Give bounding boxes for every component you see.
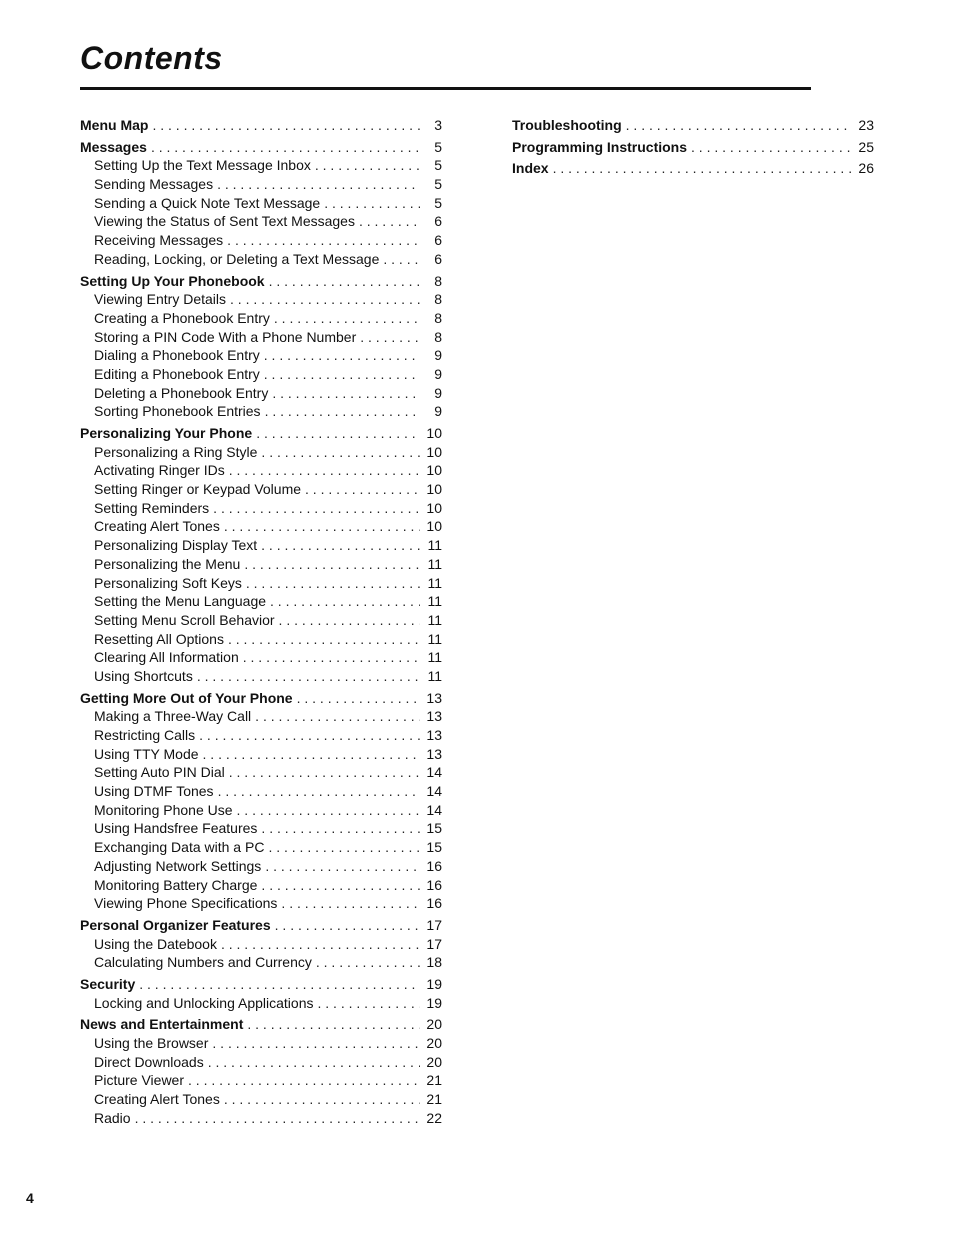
dot-leader [261,876,420,895]
toc-entry-page: 11 [427,537,442,554]
toc-entry-label: Using Shortcuts [94,667,193,684]
toc-entry-label: Personalizing a Ring Style [94,443,258,460]
dot-leader [199,726,420,745]
toc-entry[interactable] [80,1053,442,1072]
dot-leader [255,707,420,726]
toc-entry[interactable] [80,838,442,857]
toc-entry[interactable] [80,667,442,686]
toc-entry-page: 15 [426,839,442,856]
toc-entry-page: 16 [426,895,442,912]
page-title: Contents [80,40,223,76]
dot-leader [264,365,420,384]
dot-leader [279,611,420,630]
toc-entry[interactable] [80,707,442,726]
dot-leader [230,290,420,309]
dot-leader [208,1053,420,1072]
toc-section-heading[interactable] [80,689,442,708]
toc-entry[interactable] [80,250,442,269]
dot-leader [213,499,420,518]
toc-entry[interactable] [80,555,442,574]
dot-leader [228,630,420,649]
toc-entry[interactable] [80,402,442,421]
toc-entry-label: Setting Up Your Phonebook [80,272,265,289]
toc-entry-page: 9 [434,365,442,382]
toc-section-heading[interactable] [80,272,442,291]
toc-entry-label: Direct Downloads [94,1053,204,1070]
toc-entry-label: Restricting Calls [94,727,196,743]
dot-leader [553,159,852,178]
toc-entry-label: Receiving Messages [94,232,224,249]
toc-section-heading[interactable] [512,116,874,135]
toc-section [80,975,442,1012]
toc-entry-page: 5 [434,157,442,174]
toc-entry[interactable] [80,1109,442,1128]
toc-entry[interactable] [80,894,442,913]
dot-leader [217,175,420,194]
dot-leader [281,894,420,913]
toc-entry-label: Setting Auto PIN Dial [94,764,225,781]
toc-entry-label: News and Entertainment [80,1016,244,1033]
toc-entry[interactable] [80,782,442,801]
dot-leader [626,116,852,135]
toc-entry[interactable] [80,726,442,745]
toc-entry-page: 11 [427,649,442,666]
dot-leader [305,480,420,499]
toc-entry[interactable] [80,480,442,499]
dot-leader [265,857,420,876]
dot-leader [229,763,420,782]
toc-entry-page: 21 [426,1072,442,1089]
toc-section [80,1015,442,1127]
toc-entry-page: 8 [434,272,442,289]
toc-entry-page: 10 [426,425,442,441]
toc-entry[interactable] [80,857,442,876]
toc-section [512,116,874,135]
dot-leader [227,231,420,250]
toc-entry[interactable] [80,231,442,250]
toc-entry-label: Creating Alert Tones [94,518,220,535]
toc-entry-label: Viewing Phone Specifications [94,895,278,912]
dot-leader [272,384,420,403]
dot-leader [246,574,420,593]
dot-leader [268,838,420,857]
toc-entry-page: 18 [426,954,442,971]
toc-section-heading[interactable] [80,116,442,135]
toc-entry-label: Security [80,975,136,992]
toc-entry[interactable] [80,1071,442,1090]
toc-entry-label: Setting Menu Scroll Behavior [94,611,275,628]
toc-entry-page: 16 [426,876,442,893]
toc-section [80,138,442,269]
toc-entry-label: Setting the Menu Language [94,593,267,610]
toc-entry-label: Creating a Phonebook Entry [94,309,270,326]
toc-entry-page: 17 [426,916,442,933]
toc-entry-label: Creating Alert Tones [94,1091,220,1108]
toc-entry-page: 11 [427,593,442,610]
toc-entry-label: Setting Reminders [94,499,210,516]
dot-leader [243,648,420,667]
toc-entry-label: Personal Organizer Features [80,916,271,933]
toc-entry[interactable] [80,611,442,630]
toc-entry-page: 16 [426,857,442,874]
toc-entry-label: Messages [80,138,147,155]
toc-entry[interactable] [80,994,442,1013]
dot-leader [275,916,420,935]
toc-entry[interactable] [80,876,442,895]
dot-leader [212,1034,420,1053]
toc-entry-label: Personalizing Soft Keys [94,574,242,591]
toc-entry[interactable] [80,517,442,536]
toc-entry[interactable] [80,194,442,213]
toc-entry-page: 9 [434,384,442,401]
toc-entry[interactable] [80,1034,442,1053]
toc-entry-page: 10 [426,499,442,516]
toc-entry-label: Making a Three-Way Call [94,708,252,725]
toc-entry-page: 11 [427,555,442,572]
toc-entry-page: 11 [427,574,442,591]
toc-entry-label: Locking and Unlocking Applications [94,994,314,1011]
toc-entry-page: 19 [426,994,442,1011]
dot-leader [237,801,420,820]
toc-entry-label: Clearing All Information [94,649,239,666]
toc-entry[interactable] [80,648,442,667]
dot-leader [203,745,420,764]
toc-entry[interactable] [80,328,442,347]
toc-entry-page: 22 [426,1109,442,1126]
dot-leader [244,555,420,574]
toc-section-heading[interactable] [80,916,442,935]
toc-entry-label: Index [512,160,549,177]
toc-entry-label: Sending a Quick Note Text Message [94,194,321,211]
toc-entry-label: Deleting a Phonebook Entry [94,384,269,401]
dot-leader [135,1109,420,1128]
toc-entry-page: 20 [426,1053,442,1070]
toc-section-heading[interactable] [80,1015,442,1034]
toc-entry-label: Setting Up the Text Message Inbox [94,157,311,174]
toc-entry-label: Monitoring Battery Charge [94,876,258,893]
toc-entry-label: Sorting Phonebook Entries [94,403,261,420]
toc-entry-page: 9 [434,347,442,364]
toc-entry-page: 13 [426,689,442,706]
toc-section [80,272,442,422]
toc-entry-page: 9 [434,403,442,420]
dot-leader [188,1071,420,1090]
toc-entry-page: 13 [426,727,442,743]
toc-right-column [512,116,874,181]
toc-entry-label: Storing a PIN Code With a Phone Number [94,328,357,345]
toc-entry-label: Programming Instructions [512,138,688,155]
dot-leader [360,328,420,347]
dot-leader [197,667,420,686]
toc-entry-label: Adjusting Network Settings [94,857,262,874]
dot-leader [359,212,420,231]
toc-entry-label: Reading, Locking, or Deleting a Text Message [94,250,380,267]
toc-entry-page: 5 [434,194,442,211]
toc-section-heading[interactable] [80,975,442,994]
toc-left-column [80,116,442,1130]
toc-entry[interactable] [80,745,442,764]
toc-section-heading[interactable] [512,138,874,157]
dot-leader [151,138,420,157]
toc-entry-label: Viewing the Status of Sent Text Messages [94,213,355,230]
dot-leader [270,592,420,611]
toc-entry-page: 14 [426,783,442,800]
toc-entry[interactable] [80,819,442,838]
toc-entry-page: 26 [858,160,874,177]
page-number: 4 [26,1190,34,1206]
toc-entry-page: 3 [434,117,442,133]
toc-entry-page: 15 [426,820,442,837]
dot-leader [274,309,420,328]
toc-entry-label: Personalizing Your Phone [80,425,253,441]
toc-entry[interactable] [80,499,442,518]
toc-entry-label: Personalizing the Menu [94,555,241,572]
toc-entry-label: Calculating Numbers and Currency [94,954,312,971]
toc-entry-label: Personalizing Display Text [94,537,258,554]
toc-section-heading[interactable] [80,138,442,157]
dot-leader [218,782,420,801]
toc-section-heading[interactable] [80,424,442,443]
toc-section [80,689,442,913]
toc-entry-page: 19 [426,975,442,992]
toc-entry-page: 14 [426,764,442,781]
toc-entry-page: 13 [426,708,442,725]
toc-entry[interactable] [80,309,442,328]
dot-leader [691,138,852,157]
toc-entry-label: Radio [94,1109,131,1126]
toc-entry-page: 6 [434,232,442,249]
dot-leader [247,1015,420,1034]
toc-entry-page: 5 [434,138,442,155]
dot-leader [152,116,420,135]
toc-entry[interactable] [80,953,442,972]
toc-entry[interactable] [80,801,442,820]
toc-entry-page: 20 [426,1016,442,1033]
toc-entry-page: 10 [426,518,442,535]
toc-entry-label: Menu Map [80,117,149,133]
toc-entry-page: 6 [434,250,442,267]
dot-leader [316,953,420,972]
toc-entry-label: Using the Datebook [94,935,217,952]
toc-entry[interactable] [80,443,442,462]
toc-entry-page: 6 [434,213,442,230]
toc-entry-label: Troubleshooting [512,117,622,133]
toc-entry-page: 17 [426,935,442,952]
toc-entry-page: 11 [427,611,442,628]
toc-entry-page: 10 [426,462,442,479]
title-rule [80,87,811,90]
toc-entry-label: Resetting All Options [94,630,224,647]
toc-section [80,916,442,972]
toc-entry[interactable] [80,1090,442,1109]
toc-entry[interactable] [80,212,442,231]
toc-section [512,159,874,178]
toc-section-heading[interactable] [512,159,874,178]
toc-entry[interactable] [80,461,442,480]
toc-entry-label: Sending Messages [94,176,214,193]
toc-entry-page: 8 [434,291,442,308]
toc-entry[interactable] [80,156,442,175]
toc-section [80,116,442,135]
toc-entry[interactable] [80,935,442,954]
toc-entry-page: 25 [858,138,874,155]
toc-entry-label: Editing a Phonebook Entry [94,365,260,382]
toc-entry-label: Using the Browser [94,1035,209,1051]
toc-entry-page: 11 [427,630,442,647]
toc-entry-label: Setting Ringer or Keypad Volume [94,481,302,498]
toc-entry[interactable] [80,763,442,782]
toc-entry-label: Viewing Entry Details [94,291,227,308]
toc-entry-label: Activating Ringer IDs [94,462,225,479]
toc-section [512,138,874,157]
toc-entry-label: Monitoring Phone Use [94,801,233,818]
toc-entry[interactable] [80,365,442,384]
toc-entry-page: 14 [426,801,442,818]
dot-leader [224,517,420,536]
toc-entry[interactable] [80,536,442,555]
toc-entry[interactable] [80,175,442,194]
toc-entry-label: Using Handsfree Features [94,820,258,837]
dot-leader [383,250,420,269]
toc-entry[interactable] [80,290,442,309]
dot-leader [269,272,420,291]
dot-leader [261,819,420,838]
dot-leader [324,194,420,213]
toc-section [80,424,442,686]
dot-leader [224,1090,420,1109]
toc-entry[interactable] [80,592,442,611]
toc-entry-page: 23 [858,117,874,133]
toc-entry[interactable] [80,574,442,593]
dot-leader [229,461,420,480]
toc-entry-page: 5 [434,176,442,193]
toc-entry-page: 10 [426,443,442,460]
toc-entry-label: Using TTY Mode [94,745,199,762]
toc-entry-page: 11 [427,667,442,684]
toc-entry-label: Using DTMF Tones [94,783,214,800]
dot-leader [221,935,420,954]
toc-entry[interactable] [80,630,442,649]
dot-leader [261,536,420,555]
dot-leader [261,443,420,462]
toc-entry-page: 10 [426,481,442,498]
toc-entry-label: Getting More Out of Your Phone [80,689,293,706]
dot-leader [264,346,420,365]
toc-entry-label: Picture Viewer [94,1072,185,1089]
dot-leader [315,156,420,175]
toc-entry-page: 21 [426,1091,442,1108]
toc-entry[interactable] [80,384,442,403]
toc-entry[interactable] [80,346,442,365]
toc-entry-page: 20 [426,1035,442,1051]
toc-entry-page: 8 [434,328,442,345]
dot-leader [317,994,420,1013]
dot-leader [256,424,420,443]
dot-leader [139,975,420,994]
dot-leader [265,402,420,421]
toc-entry-page: 8 [434,309,442,326]
toc-entry-label: Exchanging Data with a PC [94,839,265,856]
toc-entry-page: 13 [426,745,442,762]
dot-leader [297,689,420,708]
toc-entry-label: Dialing a Phonebook Entry [94,347,260,364]
